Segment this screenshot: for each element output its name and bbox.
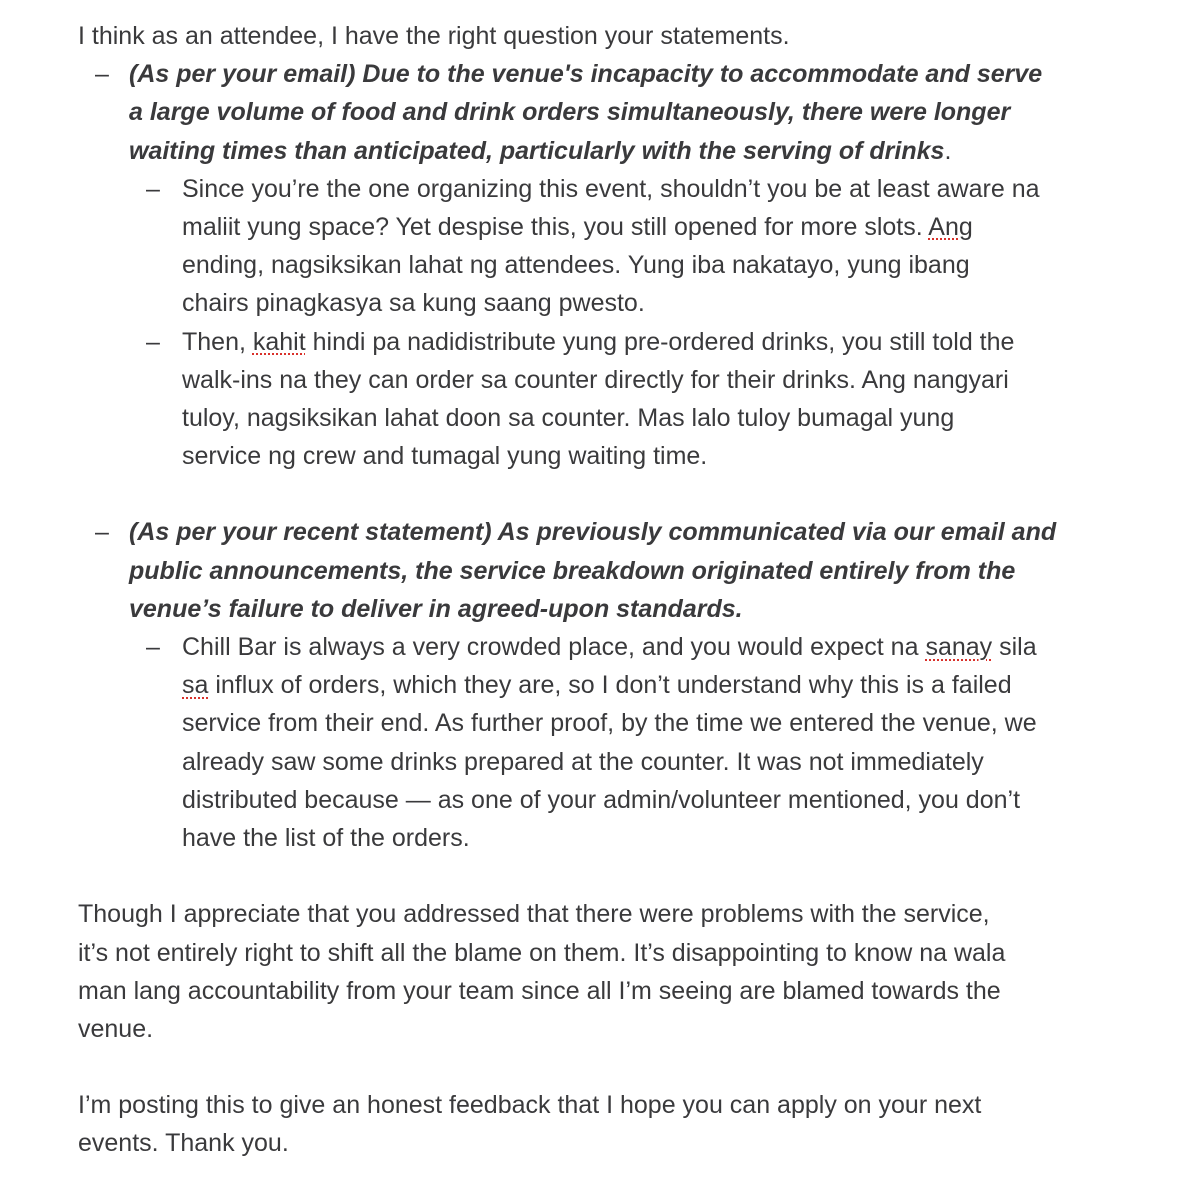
text-line: I’m posting this to give an honest feedback that I hope you can apply on your next bbox=[78, 1091, 982, 1120]
sub-bullet-1-2 bbox=[78, 323, 1168, 476]
text-line: sa influx of orders, which they are, so I don’t understand why this is a failed bbox=[182, 671, 1012, 700]
text-line: distributed because — as one of your admin/volunteer mentioned, you don’t bbox=[182, 785, 1021, 814]
quote-line: (As per your recent statement) As previously communicated via our email and bbox=[129, 518, 1057, 547]
text-line: service from their end. As further proof, by the time we entered the venue, we bbox=[182, 709, 1037, 738]
blank-line bbox=[78, 475, 1168, 513]
sub-bullet-1-1 bbox=[78, 170, 1168, 323]
text-line: it’s not entirely right to shift all the blame on them. It’s disappointing to know na wala bbox=[78, 938, 1006, 967]
document-body bbox=[78, 17, 1168, 1163]
paragraph-closing bbox=[78, 1086, 1168, 1162]
bullet-point-2 bbox=[78, 513, 1168, 628]
dash-bullet: – bbox=[146, 174, 160, 203]
text-line: events. Thank you. bbox=[78, 1129, 289, 1158]
quote-line: a large volume of food and drink orders simultaneously, there were longer bbox=[129, 98, 1011, 127]
dash-bullet: – bbox=[146, 633, 160, 661]
text-line: have the list of the orders. bbox=[182, 823, 470, 852]
dash-bullet: – bbox=[95, 60, 109, 89]
text-line: man lang accountability from your team since all I’m seeing are blamed towards the bbox=[78, 976, 1001, 1005]
spellcheck-word[interactable]: sa bbox=[182, 671, 209, 700]
quote-line: venue’s failure to deliver in agreed-upon standards. bbox=[129, 594, 743, 623]
quote-line-last: waiting times than anticipated, particularly with the serving of drinks. bbox=[129, 136, 952, 165]
text-line: venue. bbox=[78, 1014, 154, 1043]
spellcheck-word[interactable]: sanay bbox=[925, 633, 993, 661]
spellcheck-word[interactable]: Ang bbox=[928, 212, 973, 241]
spellcheck-word[interactable]: kahit bbox=[252, 327, 306, 356]
dash-bullet: – bbox=[146, 327, 160, 356]
text-line: already saw some drinks prepared at the counter. It was not immediately bbox=[182, 747, 984, 776]
text-line: Chill Bar is always a very crowded place, and you would expect na sanay sila bbox=[182, 633, 1037, 661]
text-line: chairs pinagkasya sa kung saang pwesto. bbox=[182, 289, 645, 318]
text-line: Since you’re the one organizing this event, shouldn’t you be at least aware na bbox=[182, 174, 1040, 203]
text-line: tuloy, nagsiksikan lahat doon sa counter. Mas lalo tuloy bumagal yung bbox=[182, 403, 955, 432]
text-line: Then, kahit hindi pa nadidistribute yung pre-ordered drinks, you still told the bbox=[182, 327, 1015, 356]
intro-line: I think as an attendee, I have the right question your statements. bbox=[78, 22, 790, 50]
text-line: ending, nagsiksikan lahat ng attendees. Yung iba nakatayo, yung ibang bbox=[182, 251, 970, 280]
sub-bullet-2-1 bbox=[78, 628, 1168, 857]
text-line: Though I appreciate that you addressed that there were problems with the service, bbox=[78, 900, 990, 929]
quote-line: public announcements, the service breakdown originated entirely from the bbox=[129, 556, 1016, 585]
blank-line bbox=[78, 1048, 1168, 1086]
text-line: service ng crew and tumagal yung waiting time. bbox=[182, 442, 708, 471]
dash-bullet: – bbox=[95, 518, 109, 547]
bullet-point-1 bbox=[78, 55, 1168, 170]
quote-line: (As per your email) Due to the venue's incapacity to accommodate and serve bbox=[129, 60, 1043, 89]
blank-line bbox=[78, 857, 1168, 895]
paragraph-appreciation bbox=[78, 895, 1168, 1048]
text-line: maliit yung space? Yet despise this, you still opened for more slots. Ang bbox=[182, 212, 973, 241]
text-line: walk-ins na they can order sa counter directly for their drinks. Ang nangyari bbox=[182, 365, 1009, 394]
